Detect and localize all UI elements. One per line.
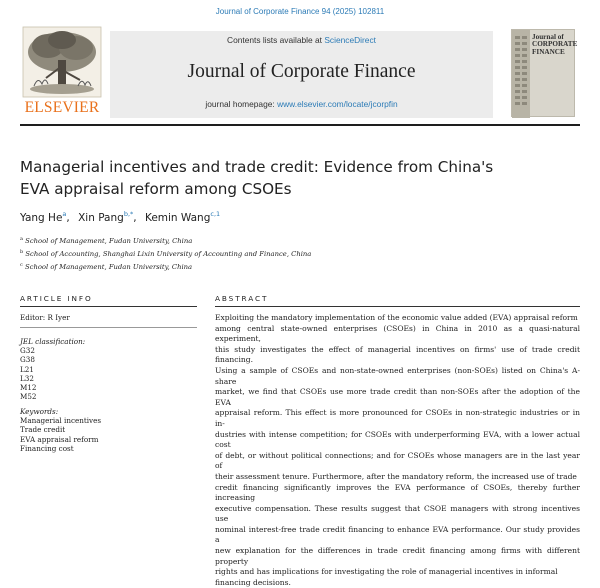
editor-line: Editor: R Iyer <box>20 313 70 322</box>
author-name-text: Xin Pang <box>78 212 124 224</box>
jel-code: L21 <box>20 364 34 374</box>
abstract-heading: ABSTRACT <box>215 294 269 303</box>
header-divider <box>20 124 580 126</box>
affiliation-item <box>20 247 580 260</box>
keyword-item: Trade credit <box>20 425 66 435</box>
affiliation-list <box>20 234 580 273</box>
jel-code: L32 <box>20 373 34 383</box>
article-info-divider <box>20 306 197 307</box>
author-name-text: Kemin Wang <box>144 212 211 224</box>
cover-title-line-2: CORPORATE <box>532 40 578 49</box>
elsevier-wordmark: ELSEVIER <box>24 99 100 116</box>
sciencedirect-link[interactable]: ScienceDirect <box>324 35 376 45</box>
keyword-item: EVA appraisal reform <box>20 434 99 444</box>
author-name-text: Yang He <box>20 212 63 224</box>
abstract-line: nominal interest-free trade credit financing to enhance EVA performance. Our study provides a <box>215 524 580 545</box>
cover-title-line-1: Journal of <box>532 33 564 41</box>
article-info-heading: ARTICLE INFO <box>20 294 93 303</box>
editor-divider <box>20 327 197 328</box>
jel-code: M12 <box>20 383 37 393</box>
abstract-line: executive compensation. These results suggest that CSOE managers with strong incentives use <box>215 503 580 524</box>
affiliation-marker: b <box>20 249 24 255</box>
abstract-line: Using a sample of CSOEs and non-state-owned enterprises (non-SOEs) listed on China's A-share <box>215 365 580 386</box>
article-title-line-1: Managerial incentives and trade credit: Evidence from China's <box>20 158 494 176</box>
jel-classification <box>20 337 85 401</box>
affiliation-item <box>20 234 580 247</box>
abstract-line: credit financing significantly improves the EVA performance of CSOEs, thereby further increasing <box>215 482 580 503</box>
jel-code: G38 <box>20 355 35 365</box>
citation-link[interactable]: Journal of Corporate Finance 94 (2025) 102811 <box>215 7 385 16</box>
cover-title-line-3: FINANCE <box>532 47 565 56</box>
abstract-line: rights and has implications for investigating the role of managerial incentives in informal <box>215 567 558 577</box>
contents-available-line <box>110 31 493 49</box>
affiliation-item <box>20 260 580 273</box>
abstract-line: appraisal reform. This effect is more pronounced for CSOEs in non-strategic industries or in in- <box>215 408 580 428</box>
keyword-item: Financing cost <box>20 443 74 453</box>
abstract-body <box>215 313 580 588</box>
article-title <box>20 156 580 200</box>
abstract-line: dustries with intense competition; for CSOEs with underperforming EVA, with a lower actual cost <box>215 429 580 450</box>
elsevier-tree-icon <box>22 26 102 98</box>
author-affiliation-marker[interactable]: c,1 <box>210 210 221 218</box>
abstract-divider <box>215 306 580 307</box>
author-name[interactable] <box>145 212 220 224</box>
homepage-prefix: journal homepage: <box>205 99 278 109</box>
author-name[interactable]: Xin Pang$^{b,*}$, <box>78 210 137 224</box>
affiliation-marker: a <box>20 236 23 242</box>
journal-homepage-link[interactable]: www.elsevier.com/locate/jcorpfin <box>277 99 398 109</box>
journal-title: Journal of Corporate Finance <box>187 61 416 82</box>
author-affiliation-marker[interactable]: a <box>62 210 67 218</box>
affiliation-text: School of Management, Fudan University, China <box>25 237 193 245</box>
jel-label: JEL classification: <box>20 337 86 346</box>
keywords-label: Keywords: <box>20 407 59 416</box>
abstract-line: of debt, or without political connections; and for CSOEs whose managers are in the last year of <box>215 450 580 471</box>
elsevier-logo[interactable] <box>20 26 104 118</box>
jel-code: M52 <box>20 392 37 402</box>
abstract-line: among central state-owned enterprises (CSOEs) in China in 2010 as a quasi-natural experiment, <box>215 323 580 344</box>
affiliation-text: School of Accounting, Shanghai Lixin University of Accounting and Finance, China <box>25 250 312 258</box>
abstract-line: financing decisions. <box>215 577 291 587</box>
author-name[interactable]: Yang He$^a$, <box>20 210 70 224</box>
abstract-line: new explanation for the differences in trade credit financing among firms with different property <box>215 546 580 566</box>
abstract-line: Exploiting the mandatory implementation of the economic value added (EVA) appraisal reform <box>215 313 578 322</box>
abstract-line: this study investigates the effect of managerial incentives on firms' use of trade credit financing. <box>215 344 580 365</box>
keyword-item: Managerial incentives <box>20 416 102 426</box>
author-affiliation-marker[interactable]: b,* <box>123 210 134 218</box>
journal-homepage-line <box>110 99 493 109</box>
affiliation-marker: c <box>20 262 23 268</box>
jel-code: G32 <box>20 346 35 356</box>
contents-prefix: Contents lists available at <box>227 35 325 45</box>
journal-cover-thumbnail[interactable] <box>511 29 578 117</box>
cover-pattern-icon <box>514 34 528 114</box>
article-title-line-2: EVA appraisal reform among CSOEs <box>20 180 292 198</box>
abstract-line: market, we find that CSOEs use more trade credit than non-SOEs after the adoption of the EVA <box>215 387 580 407</box>
keywords <box>20 407 101 453</box>
cover-title <box>532 33 578 56</box>
author-list <box>20 210 580 224</box>
abstract-line: their assessment tenure. Furthermore, after the mandatory reform, the increased use of trade <box>215 471 577 481</box>
affiliation-text: School of Management, Fudan University, China <box>24 263 193 271</box>
